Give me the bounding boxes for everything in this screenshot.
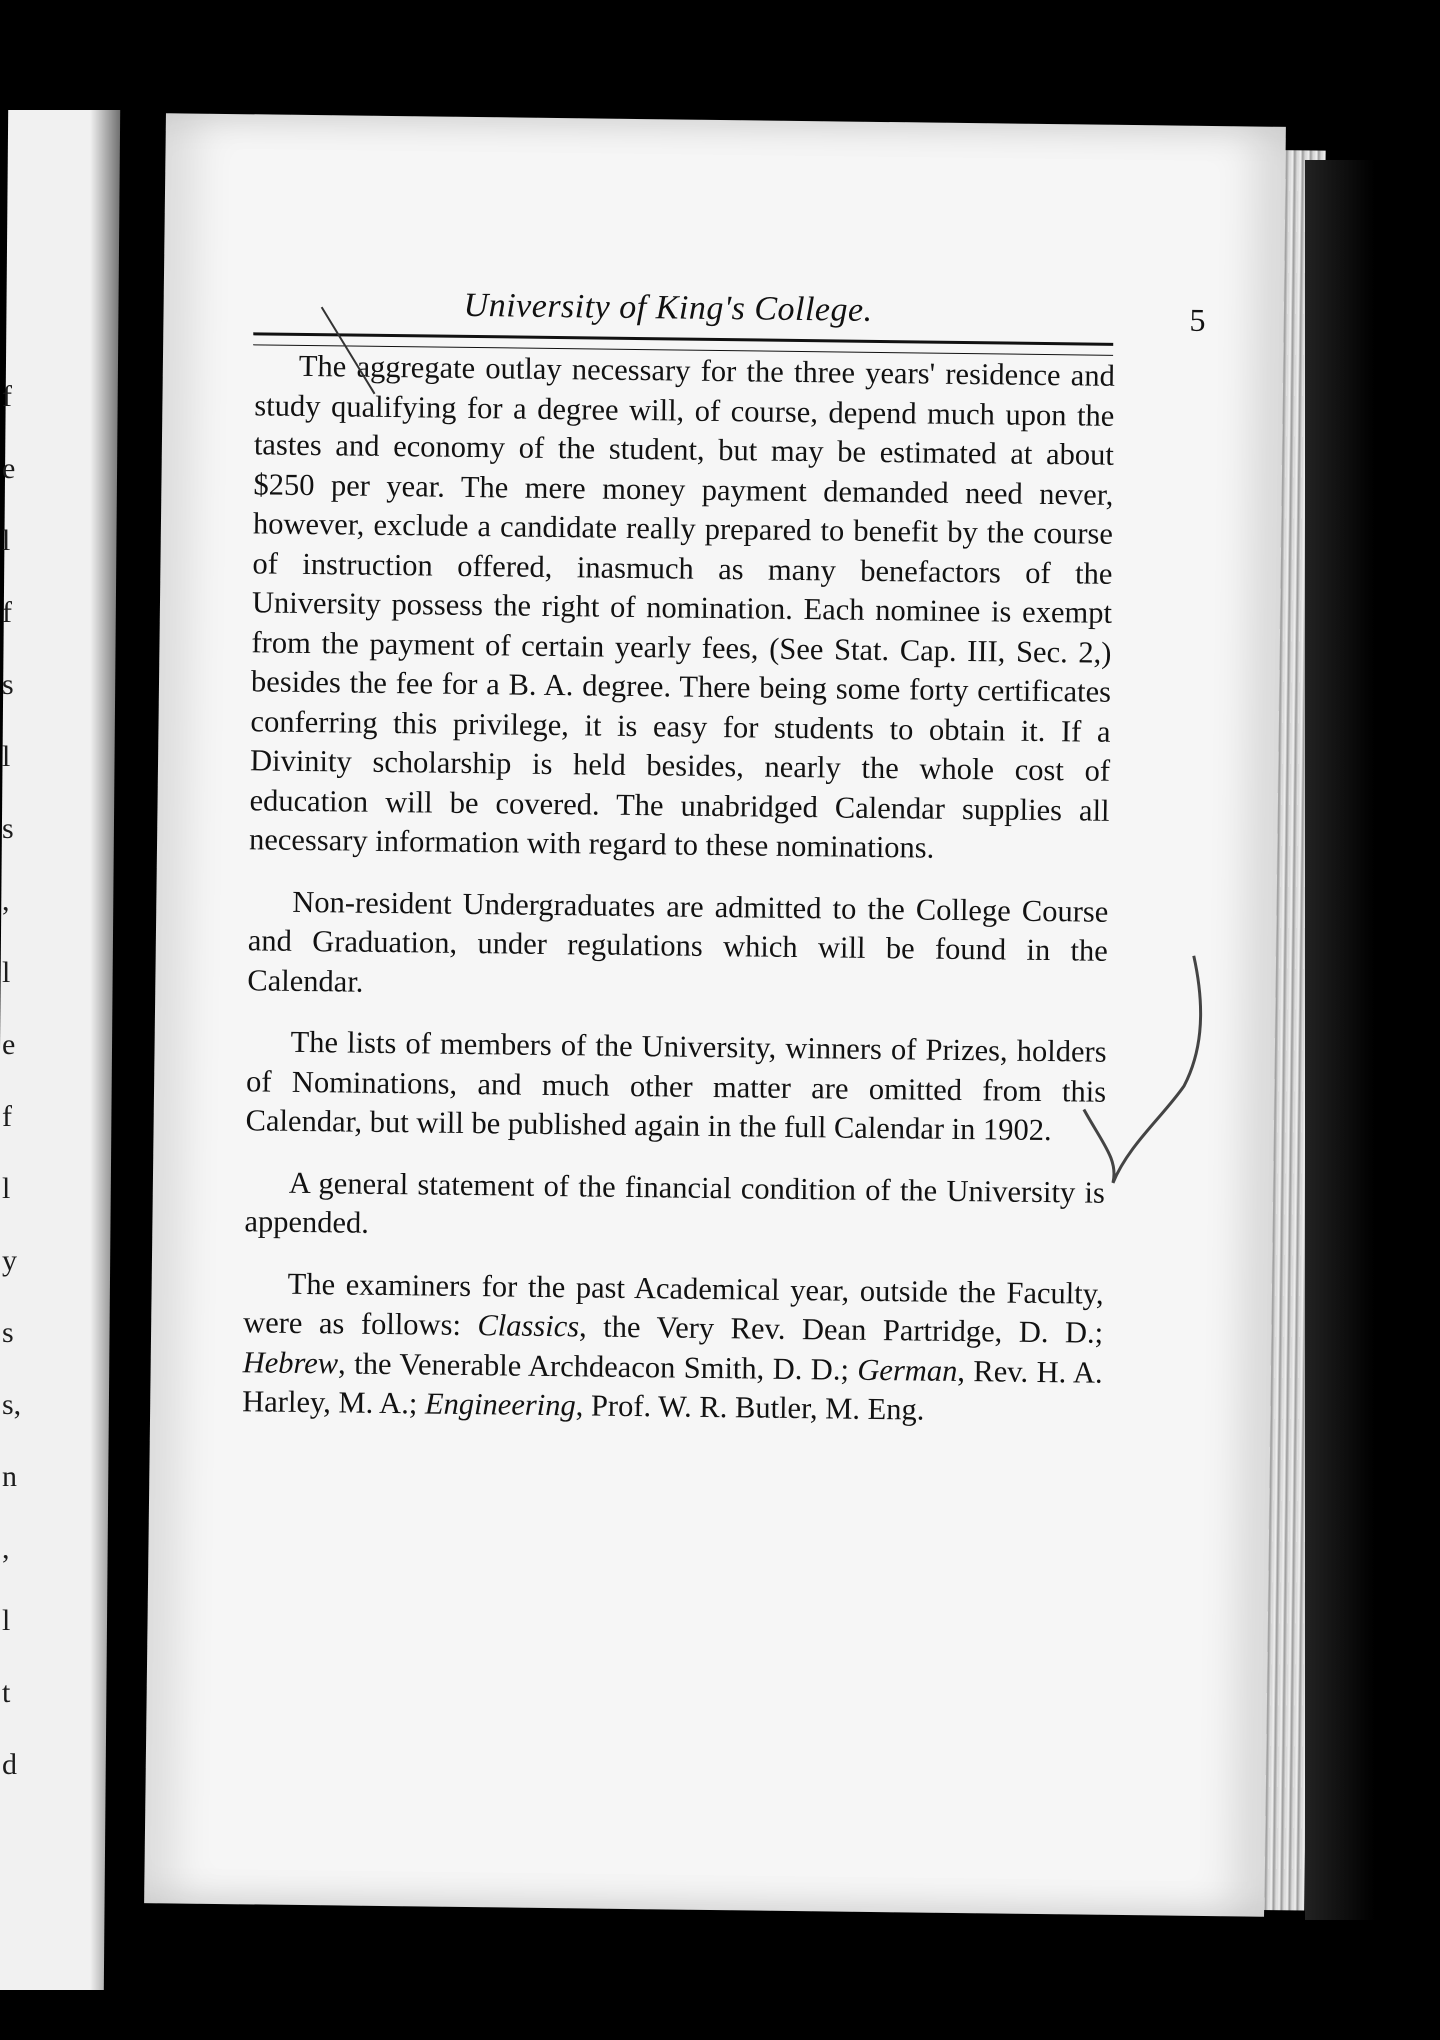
facing-page-fragment: e [2, 452, 16, 485]
facing-page-fragment: e [2, 1028, 16, 1061]
pencil-slash-mark [312, 295, 393, 406]
separator: ; [1094, 1315, 1104, 1350]
examiner-name-hebrew: the Venerable Archdeacon Smith, D. D. [354, 1346, 841, 1387]
facing-page-letter-fragments [2, 0, 22, 2040]
book-cover-edge [1305, 160, 1375, 1920]
paragraph-financial: A general statement of the financial condition of the University is appended. [244, 1165, 1106, 1240]
facing-page-fragment: f [2, 380, 12, 413]
gutter-shadow [90, 110, 150, 1990]
paragraph-cost: The aggregate outlay necessary for the three years' residence and study qualifying for a degree will, of course, depend much upon the tastes and economy of the student, but may be estimated at about $250 per year. The mere money payment demanded need never, however, exclude a candidate really prepared to benefit by the course of instruction offered, inasmuch as many benefactors of the University possess the right of nomination. Each nominee is exempt from the payment of certain yearly fees, (See Stat. Cap. III, Sec. 2,) besides the fee for a B. A. degree. There being some forty certificates conferring this privilege, it is easy for students to obtain it. If a Divinity scholarship is held besides, nearly the whole cost of education will be covered. The unabridged Calendar supplies all necessary information with regard to these nominations. [248, 348, 1116, 865]
facing-page-fragment: f [2, 1100, 12, 1133]
facing-page-fragment: d [2, 1748, 17, 1781]
facing-page-fragment: y [2, 1244, 17, 1277]
facing-page-fragment: s, [2, 1388, 22, 1421]
examiner-name-classics: the Very Rev. Dean Partridge, D. D. [603, 1309, 1095, 1350]
examiner-subject-hebrew: Hebrew [242, 1344, 339, 1380]
facing-page-fragment: s [2, 812, 14, 845]
paragraph-lists: The lists of members of the University, winners of Prizes, holders of Nominations, and much other matter are omitted from this Calendar, but will be published again in the full Calendar in 1902. [245, 1024, 1107, 1148]
examiner-name-german: Rev. H. A. Harley, M. A. [242, 1353, 1103, 1421]
examiner-name-engineering: Prof. W. R. Butler, M. Eng. [590, 1388, 925, 1427]
separator: ; [408, 1386, 426, 1421]
facing-page-fragment: l [2, 1604, 11, 1637]
facing-page-fragment: l [2, 740, 11, 773]
paragraph-non-resident: Non-resident Undergraduates are admitted to the College Course and Graduation, under regulations which will be found in the Calendar. [247, 884, 1109, 999]
running-title: University of King's College. [463, 286, 873, 329]
examiner-subject-classics: Classics [477, 1308, 580, 1344]
page-body [242, 346, 1115, 1454]
facing-page-fragment: s [2, 1316, 14, 1349]
facing-page-fragment: l [2, 1172, 11, 1205]
pencil-check-mark [1072, 944, 1216, 1246]
facing-page-fragment: , [2, 1532, 10, 1565]
book-page [144, 113, 1286, 1917]
facing-page-fragment: t [2, 1676, 11, 1709]
facing-page-fragment: , [2, 884, 10, 917]
examiner-subject-german: German [857, 1352, 958, 1388]
facing-page-fragment: f [2, 596, 12, 629]
examiners-intro: The examiners for the past Academical year, outside the Faculty, were as follows: [243, 1266, 1104, 1343]
facing-page-fragment: l [2, 956, 11, 989]
page-number: 5 [1189, 301, 1206, 338]
facing-page-fragment: n [2, 1460, 17, 1493]
separator: ; [840, 1352, 858, 1387]
facing-page-fragment: l [2, 524, 11, 557]
examiner-subject-engineering: Engineering [424, 1386, 576, 1423]
paragraph-examiners: The examiners for the past Academical year, outside the Faculty, were as follows: Classics, the Very Rev. Dean Partridge, D. D.; Hebrew, the Venerable Archdeacon Smith, D. D.; German, Rev. H. A. Harley, M. A.; Engineering, Prof. W. R. Butler, M. Eng. [242, 1266, 1104, 1427]
facing-page-fragment: s [2, 668, 14, 701]
